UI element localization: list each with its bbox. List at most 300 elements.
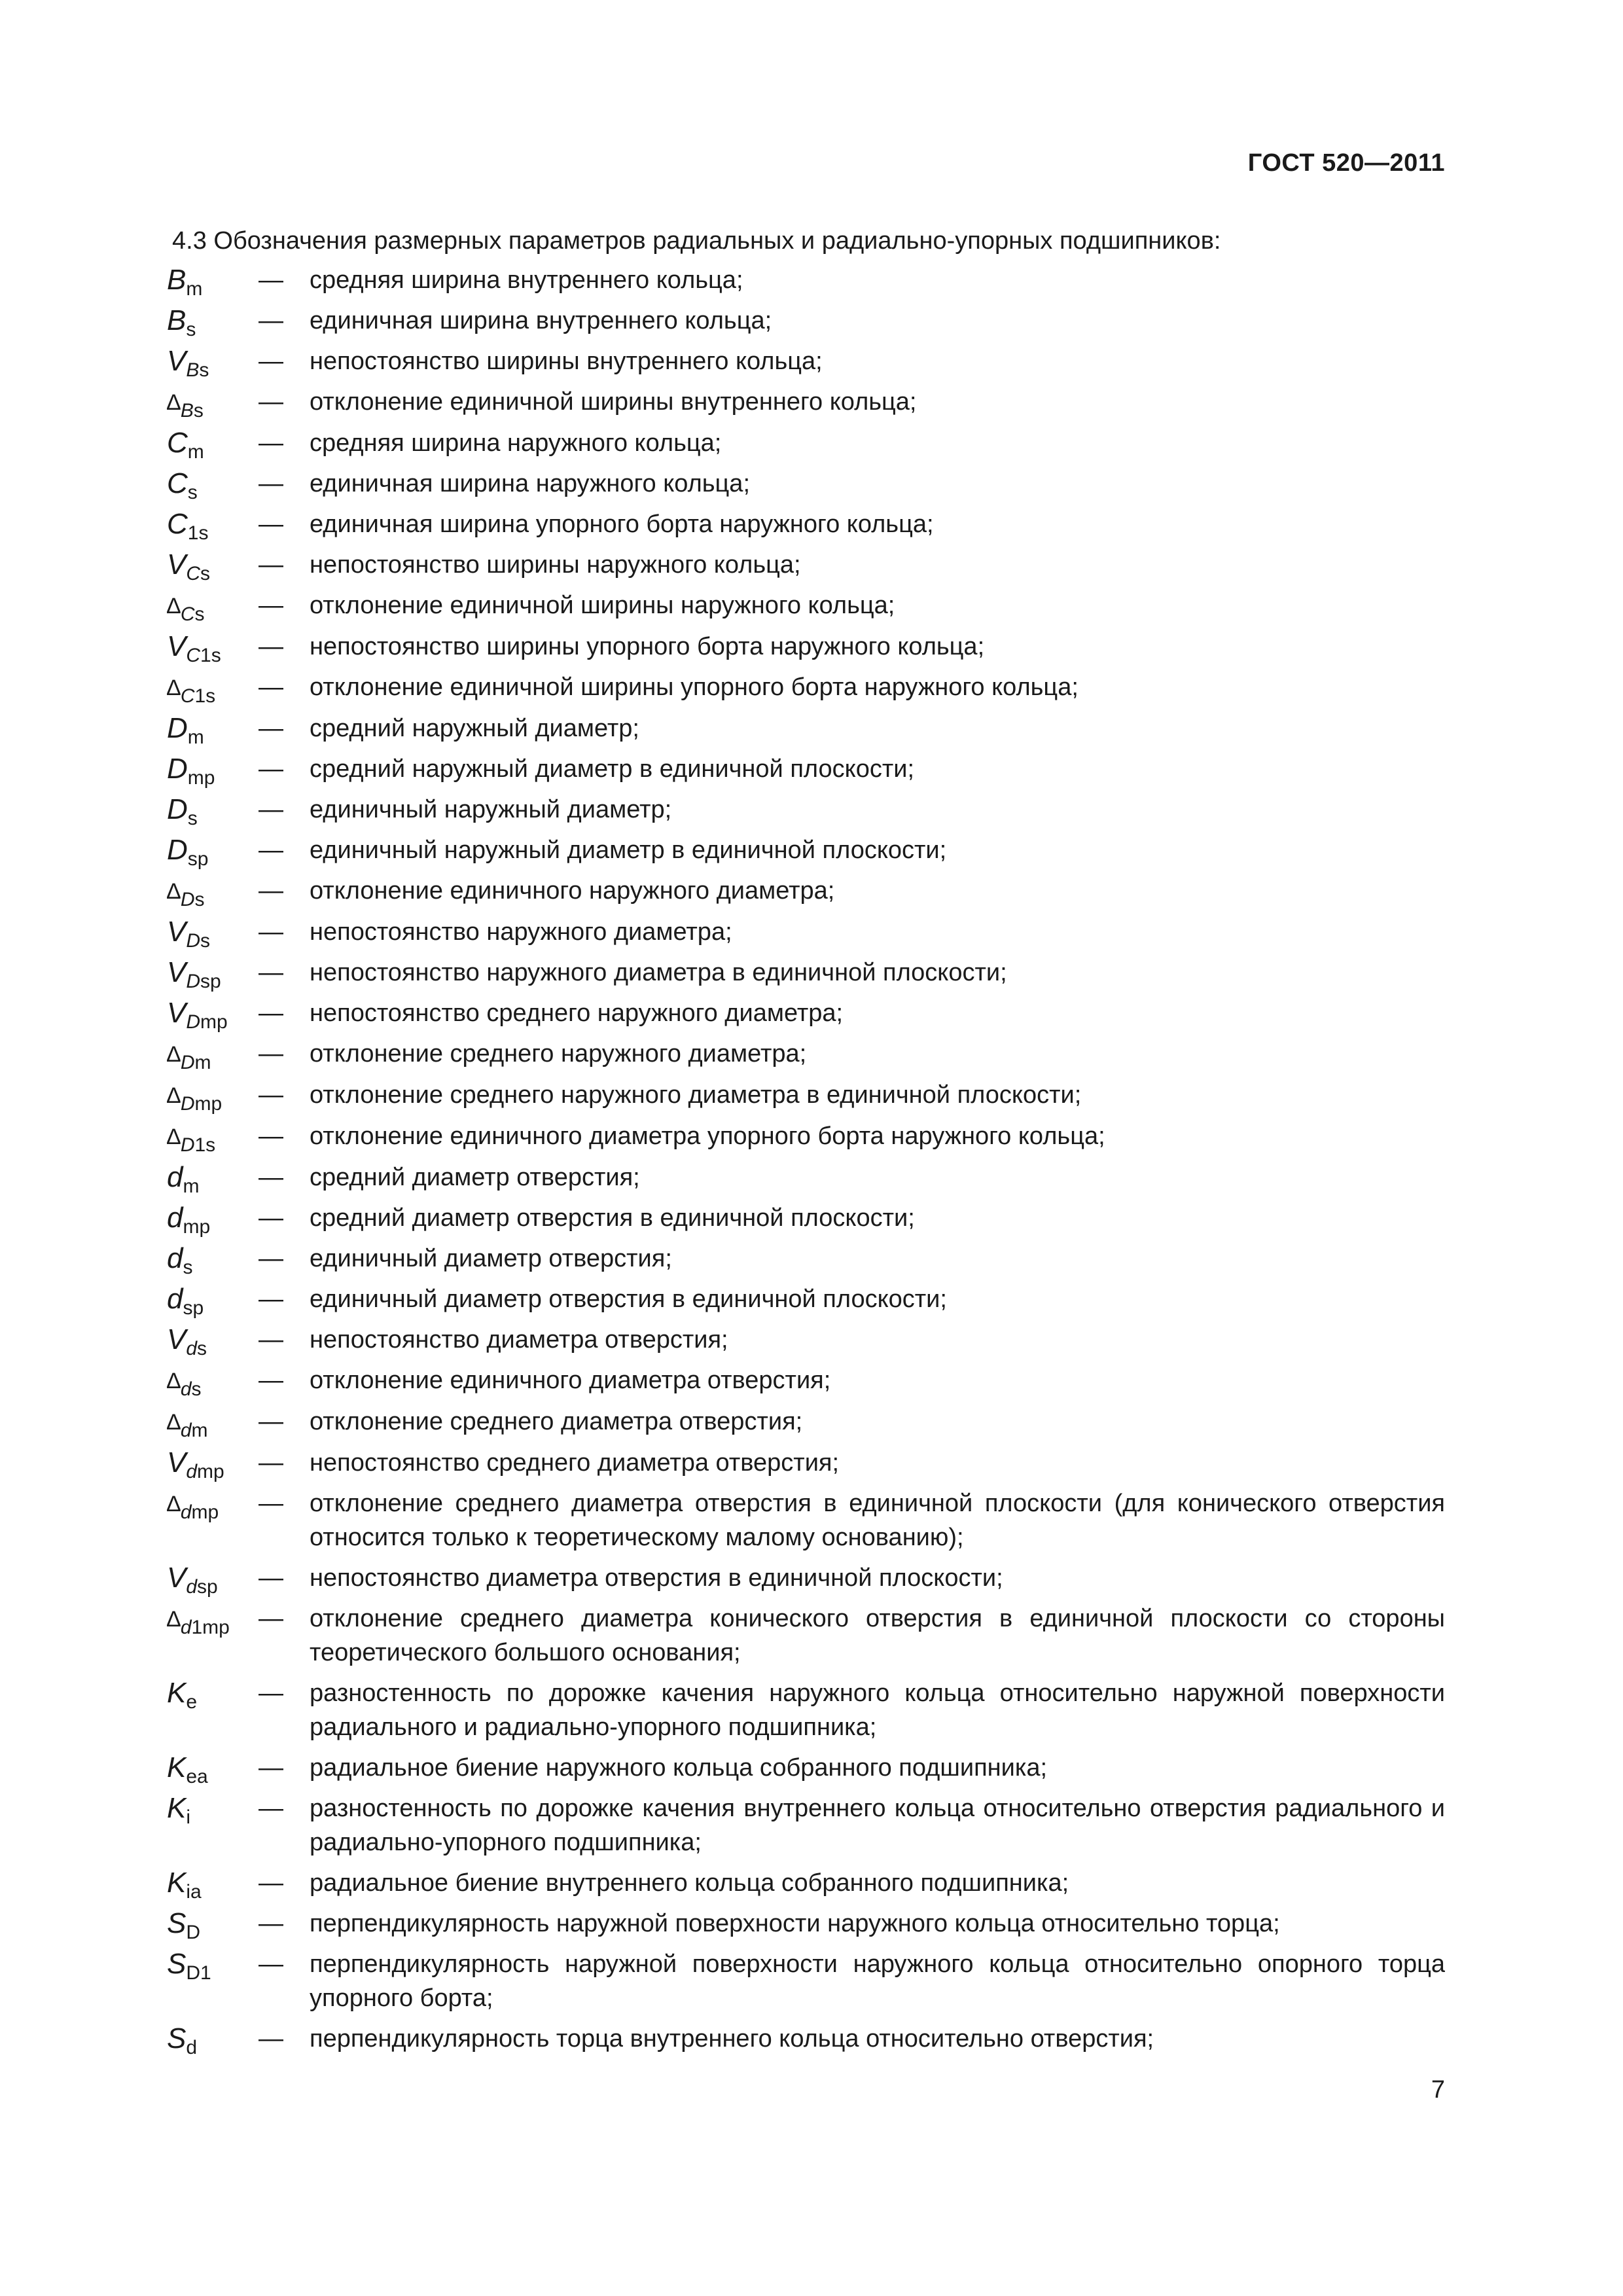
symbol [167, 1446, 259, 1480]
symbol [167, 833, 259, 870]
definition-Ds [167, 793, 1445, 827]
definition-Bs [167, 304, 1445, 338]
subscript-segment: s [191, 1378, 202, 1400]
definition-text: отклонение среднего наружного диаметра; [310, 1040, 807, 1067]
subscript-segment: 1mp [191, 1617, 230, 1638]
definition-dDm [167, 1037, 1445, 1071]
definition-Dm [167, 711, 1445, 748]
subscript-segment: D [186, 971, 201, 992]
definition-text: непостоянство наружного диаметра; [310, 918, 732, 946]
symbol-base: V [167, 997, 187, 1029]
definition-text: средний диаметр отверстия; [310, 1164, 640, 1191]
symbol-base: D [167, 712, 188, 744]
em-dash: — [259, 836, 283, 864]
symbol [167, 752, 259, 789]
symbol-base: V [167, 345, 187, 377]
symbol [167, 1947, 259, 1984]
delta-symbol: ∆ [167, 1410, 181, 1435]
symbol-subscript [188, 848, 209, 870]
subscript-segment: s [200, 563, 211, 584]
symbol-subscript [181, 400, 204, 422]
symbol-base: B [167, 304, 187, 336]
em-dash: — [259, 1285, 283, 1313]
definition-dm [167, 1160, 1445, 1197]
symbol [167, 1078, 259, 1113]
subscript-segment: ea [186, 1766, 208, 1787]
subscript-segment: m [187, 441, 204, 463]
em-dash: — [259, 999, 283, 1027]
definition-Bm [167, 263, 1445, 300]
symbol-subscript [186, 1691, 197, 1713]
definition-dD1s [167, 1119, 1445, 1154]
symbol [167, 1242, 259, 1276]
em-dash: — [259, 877, 283, 905]
symbol-base: C [167, 427, 188, 459]
definition-text: непостоянство диаметра отверстия в единичной плоскости; [310, 1564, 1003, 1592]
subscript-segment: B [186, 359, 200, 381]
symbol-subscript [186, 2037, 197, 2058]
symbol [167, 1160, 259, 1197]
symbol [167, 1405, 259, 1439]
definition-VDsp [167, 956, 1445, 990]
symbol [167, 385, 259, 420]
symbol [167, 915, 259, 952]
symbol [167, 1486, 259, 1521]
symbol [167, 304, 259, 338]
symbol-subscript [181, 1134, 215, 1156]
symbol-subscript [186, 1806, 190, 1828]
subscript-segment: m [191, 1420, 208, 1441]
definition-C1s [167, 507, 1445, 544]
subscript-segment: m [187, 726, 204, 748]
definition-ddm [167, 1405, 1445, 1439]
symbol [167, 1323, 259, 1357]
subscript-segment: s [187, 808, 198, 829]
symbol [167, 588, 259, 623]
subscript-segment: ia [186, 1881, 202, 1903]
em-dash: — [259, 1367, 283, 1394]
symbol [167, 630, 259, 664]
subscript-segment: d [186, 1338, 198, 1359]
subscript-segment: D [180, 1052, 195, 1073]
symbol [167, 996, 259, 1033]
symbol-base: V [167, 1562, 187, 1594]
definition-Ke [167, 1676, 1445, 1744]
subscript-segment: d [186, 2037, 198, 2058]
subscript-segment: m [183, 1175, 200, 1197]
em-dash: — [259, 470, 283, 497]
definition-text: средний диаметр отверстия в единичной плоскости; [310, 1204, 915, 1232]
em-dash: — [259, 796, 283, 823]
symbol-base: D [167, 793, 188, 825]
symbol [167, 2022, 259, 2056]
symbol-subscript [186, 1881, 201, 1903]
symbol-base: V [167, 1323, 187, 1355]
definition-text: единичный наружный диаметр; [310, 796, 672, 823]
definition-VC1s [167, 630, 1445, 664]
em-dash: — [259, 1490, 283, 1517]
symbol-subscript [186, 359, 209, 381]
delta-symbol: ∆ [167, 1124, 181, 1149]
subscript-segment: sp [200, 971, 221, 992]
definition-VDs [167, 915, 1445, 952]
symbol-base: V [167, 1446, 187, 1479]
definition-text: единичный диаметр отверстия в единичной плоскости; [310, 1285, 947, 1313]
symbol-base: D [167, 753, 188, 785]
symbol-subscript [188, 726, 204, 748]
subscript-segment: s [194, 889, 205, 910]
subscript-segment: D1 [186, 1962, 211, 1984]
subscript-segment: e [186, 1691, 198, 1713]
symbol [167, 670, 259, 705]
definition-dCs [167, 588, 1445, 623]
subscript-segment: d [180, 1501, 192, 1523]
em-dash: — [259, 1326, 283, 1354]
subscript-segment: s [200, 930, 211, 952]
em-dash: — [259, 1910, 283, 1937]
symbol [167, 1363, 259, 1398]
symbol [167, 548, 259, 582]
symbol-subscript [181, 685, 215, 707]
symbol-subscript [186, 319, 196, 340]
delta-symbol: ∆ [167, 1369, 181, 1393]
definition-Dsp [167, 833, 1445, 870]
delta-symbol: ∆ [167, 675, 181, 700]
definition-Sd [167, 2022, 1445, 2056]
subscript-segment: s [197, 1338, 207, 1359]
symbol [167, 711, 259, 748]
definition-text: отклонение среднего наружного диаметра в единичной плоскости; [310, 1081, 1082, 1109]
symbol-subscript [188, 767, 215, 789]
em-dash: — [259, 1605, 283, 1632]
symbol [167, 1201, 259, 1238]
subscript-segment: C [180, 603, 195, 625]
em-dash: — [259, 388, 283, 416]
delta-symbol: ∆ [167, 1042, 181, 1067]
symbol-base: d [167, 1202, 183, 1234]
definition-SD1 [167, 1947, 1445, 2015]
subscript-segment: d [180, 1378, 192, 1400]
definition-text: отклонение среднего диаметра отверстия в единичной плоскости (для конического отверстия относится только к теоретическому малому основанию); [310, 1490, 1445, 1551]
subscript-segment: D [186, 1011, 201, 1033]
symbol-subscript [186, 1576, 217, 1598]
subscript-segment: mp [191, 1501, 219, 1523]
definition-text: отклонение единичной ширины упорного борта наружного кольца; [310, 673, 1079, 701]
definition-text: единичная ширина внутреннего кольца; [310, 307, 772, 334]
em-dash: — [259, 1122, 283, 1150]
symbol-subscript [181, 889, 205, 910]
symbol-base: B [167, 264, 187, 296]
delta-symbol: ∆ [167, 1492, 181, 1516]
symbol [167, 793, 259, 827]
em-dash: — [259, 348, 283, 375]
definition-VDmp [167, 996, 1445, 1033]
em-dash: — [259, 307, 283, 334]
symbol-subscript [181, 1052, 211, 1073]
symbol-base: S [167, 1948, 187, 1980]
symbol-subscript [183, 1257, 192, 1278]
definition-text: отклонение единичного диаметра упорного борта наружного кольца; [310, 1122, 1105, 1150]
definition-text: средний наружный диаметр; [310, 715, 639, 742]
em-dash: — [259, 2025, 283, 2053]
symbol-subscript [181, 1420, 208, 1441]
definition-text: разностенность по дорожке качения внутреннего кольца относительно отверстия радиального и радиально-упорного подшипника; [310, 1795, 1445, 1856]
definition-text: отклонение единичной ширины внутреннего кольца; [310, 388, 917, 416]
definition-text: отклонение единичного наружного диаметра; [310, 877, 835, 905]
symbol-base: d [167, 1161, 183, 1193]
definition-text: непостоянство ширины упорного борта наружного кольца; [310, 633, 985, 660]
definition-text: единичный наружный диаметр в единичной плоскости; [310, 836, 947, 864]
em-dash: — [259, 673, 283, 701]
subscript-segment: D [180, 889, 195, 910]
subscript-segment: s [194, 603, 205, 625]
definition-Vdsp [167, 1561, 1445, 1598]
definition-text: непостоянство ширины наружного кольца; [310, 551, 801, 579]
symbol-subscript [181, 1093, 222, 1115]
definition-text: непостоянство среднего диаметра отверстия; [310, 1449, 840, 1477]
subscript-segment: i [186, 1806, 191, 1828]
subscript-segment: d [186, 1461, 198, 1482]
em-dash: — [259, 959, 283, 986]
symbol [167, 1119, 259, 1154]
symbol-subscript [186, 563, 210, 584]
subscript-segment: D [180, 1134, 195, 1156]
em-dash: — [259, 1164, 283, 1191]
symbol-subscript [186, 1461, 224, 1482]
definition-text: непостоянство среднего наружного диаметра; [310, 999, 844, 1027]
definition-text: единичная ширина упорного борта наружного кольца; [310, 511, 934, 538]
symbol [167, 467, 259, 501]
symbol-base: d [167, 1283, 183, 1315]
symbol-subscript [181, 603, 205, 625]
definition-Kea [167, 1751, 1445, 1785]
definition-text: радиальное биение наружного кольца собранного подшипника; [310, 1754, 1048, 1782]
em-dash: — [259, 715, 283, 742]
subscript-segment: d [186, 1576, 198, 1598]
em-dash: — [259, 1204, 283, 1232]
symbol-base: S [167, 2022, 187, 2054]
symbol-base: K [167, 1792, 187, 1824]
subscript-segment: s [193, 400, 204, 422]
subscript-segment: mp [197, 1461, 224, 1482]
symbol-subscript [181, 1501, 219, 1523]
subscript-segment: C [180, 685, 195, 707]
definition-text: перпендикулярность торца внутреннего кольца относительно отверстия; [310, 2025, 1154, 2053]
subscript-segment: s [186, 319, 196, 340]
definition-SD [167, 1907, 1445, 1941]
definition-text: перпендикулярность наружной поверхности наружного кольца относительно опорного торца упорного борта; [310, 1950, 1445, 2012]
symbol-subscript [181, 1617, 230, 1638]
symbol-subscript [186, 1922, 200, 1943]
symbol-subscript [186, 971, 221, 992]
symbol-base: D [167, 834, 188, 866]
em-dash: — [259, 1040, 283, 1067]
em-dash: — [259, 1564, 283, 1592]
definition-Ki [167, 1791, 1445, 1859]
em-dash: — [259, 551, 283, 579]
symbol [167, 1751, 259, 1785]
subscript-segment: C [186, 645, 201, 666]
definition-dDmp [167, 1078, 1445, 1113]
section-intro: 4.3 Обозначения размерных параметров радиальных и радиально-упорных подшипников: [172, 227, 1221, 255]
em-dash: — [259, 1795, 283, 1822]
subscript-segment: m [186, 278, 203, 300]
em-dash: — [259, 429, 283, 457]
symbol [167, 426, 259, 463]
definition-text: средняя ширина наружного кольца; [310, 429, 722, 457]
delta-symbol: ∆ [167, 1083, 181, 1108]
subscript-segment: D [180, 1093, 195, 1115]
definition-Kia [167, 1866, 1445, 1903]
symbol-base: V [167, 548, 187, 581]
symbol-subscript [186, 1338, 207, 1359]
symbol-subscript [186, 645, 221, 666]
subscript-segment: mp [187, 767, 215, 789]
definition-text: непостоянство наружного диаметра в единичной плоскости; [310, 959, 1007, 986]
symbol [167, 507, 259, 544]
document-code-header: ГОСТ 520—2011 [1247, 149, 1445, 177]
definition-text: отклонение единичного диаметра отверстия; [310, 1367, 831, 1394]
em-dash: — [259, 1408, 283, 1435]
delta-symbol: ∆ [167, 1607, 181, 1632]
symbol [167, 874, 259, 908]
definition-dDs [167, 874, 1445, 908]
subscript-segment: d [180, 1420, 192, 1441]
em-dash: — [259, 1679, 283, 1707]
symbol [167, 1676, 259, 1713]
symbol-base: K [167, 1677, 187, 1709]
definition-text: непостоянство ширины внутреннего кольца; [310, 348, 823, 375]
definition-text: отклонение среднего диаметра конического отверстия в единичной плоскости со стороны теоретического большого основания; [310, 1605, 1445, 1666]
subscript-segment: mp [200, 1011, 228, 1033]
definition-text: непостоянство диаметра отверстия; [310, 1326, 728, 1354]
subscript-segment: sp [183, 1297, 204, 1319]
subscript-segment: D [186, 1922, 201, 1943]
definitions-list [167, 263, 1445, 2062]
symbol-base: V [167, 630, 187, 662]
symbol [167, 1866, 259, 1903]
symbol [167, 1791, 259, 1828]
definition-VCs [167, 548, 1445, 582]
subscript-segment: mp [183, 1216, 211, 1238]
symbol-subscript [188, 808, 198, 829]
symbol [167, 1282, 259, 1319]
definition-Vds [167, 1323, 1445, 1357]
symbol-base: V [167, 916, 187, 948]
em-dash: — [259, 1245, 283, 1272]
symbol-subscript [186, 1011, 227, 1033]
definition-text: радиальное биение внутреннего кольца собранного подшипника; [310, 1869, 1069, 1897]
symbol-subscript [186, 930, 210, 952]
symbol-subscript [186, 278, 202, 300]
definition-dd1mp [167, 1602, 1445, 1670]
page-number: 7 [1431, 2076, 1445, 2104]
symbol-base: S [167, 1907, 187, 1939]
definition-VBs [167, 344, 1445, 381]
em-dash: — [259, 1081, 283, 1109]
delta-symbol: ∆ [167, 594, 181, 619]
symbol [167, 263, 259, 300]
definition-dds [167, 1363, 1445, 1398]
definition-text: отклонение среднего диаметра отверстия; [310, 1408, 803, 1435]
subscript-segment: s [183, 1257, 193, 1278]
em-dash: — [259, 511, 283, 538]
symbol [167, 1907, 259, 1941]
subscript-segment: 1s [194, 1134, 216, 1156]
definition-dC1s [167, 670, 1445, 705]
subscript-segment: 1s [200, 645, 221, 666]
subscript-segment: s [199, 359, 209, 381]
em-dash: — [259, 1754, 283, 1782]
symbol-subscript [188, 441, 204, 463]
delta-symbol: ∆ [167, 390, 181, 415]
delta-symbol: ∆ [167, 879, 181, 904]
subscript-segment: 1s [187, 522, 209, 544]
symbol-base: C [167, 508, 188, 540]
definition-text: средняя ширина внутреннего кольца; [310, 266, 743, 294]
definition-text: единичный диаметр отверстия; [310, 1245, 672, 1272]
definition-Vdmp [167, 1446, 1445, 1480]
definition-ddmp [167, 1486, 1445, 1554]
symbol-subscript [188, 522, 209, 544]
symbol-base: V [167, 956, 187, 988]
definition-text: отклонение единичной ширины наружного кольца; [310, 592, 895, 619]
definition-text: средний наружный диаметр в единичной плоскости; [310, 755, 915, 783]
symbol-subscript [183, 1216, 210, 1238]
subscript-segment: sp [197, 1576, 218, 1598]
subscript-segment: sp [187, 848, 209, 870]
symbol-base: C [167, 467, 188, 499]
symbol [167, 344, 259, 381]
subscript-segment: C [186, 563, 201, 584]
subscript-segment: B [180, 400, 194, 422]
symbol-subscript [186, 1962, 211, 1984]
definition-text: перпендикулярность наружной поверхности наружного кольца относительно торца; [310, 1910, 1280, 1937]
symbol-base: K [167, 1751, 187, 1784]
symbol [167, 1561, 259, 1598]
em-dash: — [259, 1869, 283, 1897]
subscript-segment: 1s [194, 685, 216, 707]
subscript-segment: D [186, 930, 201, 952]
em-dash: — [259, 1449, 283, 1477]
symbol-base: K [167, 1867, 187, 1899]
symbol-subscript [188, 482, 198, 503]
symbol-subscript [181, 1378, 202, 1400]
em-dash: — [259, 755, 283, 783]
definition-text: разностенность по дорожке качения наружного кольца относительно наружной поверхности радиального и радиально-упорного подшипника; [310, 1679, 1445, 1741]
em-dash: — [259, 1950, 283, 1978]
symbol-base: d [167, 1242, 183, 1274]
symbol [167, 956, 259, 990]
em-dash: — [259, 592, 283, 619]
definition-text: единичная ширина наружного кольца; [310, 470, 750, 497]
definition-dsp [167, 1282, 1445, 1319]
definition-Cs [167, 467, 1445, 501]
subscript-segment: d [180, 1617, 192, 1638]
em-dash: — [259, 633, 283, 660]
definition-Dmp [167, 752, 1445, 789]
em-dash: — [259, 918, 283, 946]
definition-ds [167, 1242, 1445, 1276]
subscript-segment: mp [194, 1093, 223, 1115]
subscript-segment: s [187, 482, 198, 503]
symbol [167, 1037, 259, 1071]
definition-dmp [167, 1201, 1445, 1238]
symbol [167, 1602, 259, 1636]
symbol-subscript [186, 1766, 207, 1787]
em-dash: — [259, 266, 283, 294]
subscript-segment: m [194, 1052, 211, 1073]
